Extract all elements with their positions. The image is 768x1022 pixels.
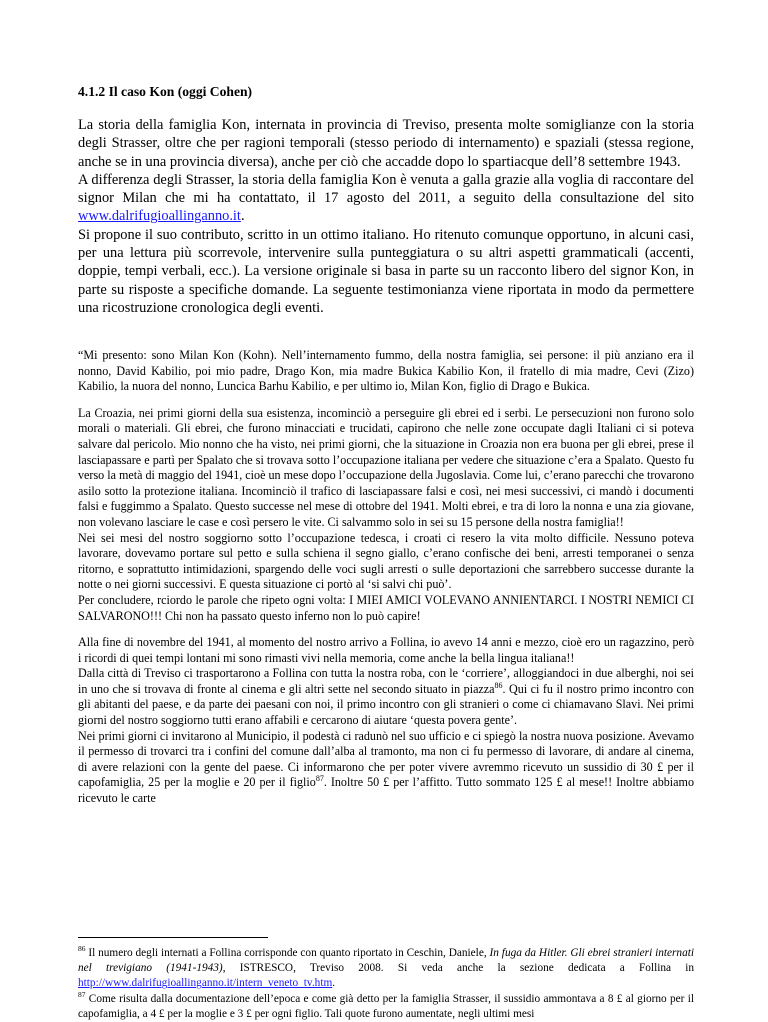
quote-paragraph-1: “Mi presento: sono Milan Kon (Kohn). Nell’internamento fummo, della nostra famiglia, sei persone: il più anziano era il nonno, David Kabilio, poi mio padre, Drago Kon, mia madre Bukica Kabilio Kon, il fratello di mia madre, Cevi (Zizo) Kabilio, la nuora del nonno, Luncica Barhu Kabilio, e per ultimo io, Milan Kon, figlio di Drago e Bukica.	[78, 348, 694, 394]
quote-paragraph-4: Per concludere, rciordo le parole che ripeto ogni volta: I MIEI AMICI VOLEVANO ANNIENTARCI. I NOSTRI NEMICI CI SALVARONO!!! Chi non ha passato questo inferno non lo può capire!	[78, 592, 694, 623]
footnote-86-text: Il numero degli internati a Follina corrisponde con quanto riportato in Ceschin, Daniele,	[85, 947, 490, 959]
quote-paragraph-5: Alla fine di novembre del 1941, al momento del nostro arrivo a Follina, io avevo 14 anni e mezzo, cioè ero un ragazzino, però i ricordi di quei tempi lontani mi sono rimasti vivi nella memoria, come anche la bella lingua italiana!!	[78, 635, 694, 665]
intro-paragraph-1: La storia della famiglia Kon, internata in provincia di Treviso, presenta molte somiglianze con la storia degli Strasser, oltre che per ragioni temporali (stesso periodo di internamento) e spaziali (stessa regione, anche se in una provincia diversa), anche per ciò che accadde dopo lo spartiacque dell’8 settembre 1943.	[78, 117, 694, 170]
footnote-ref-87[interactable]: 87	[315, 774, 324, 784]
intro-paragraph-2	[78, 171, 694, 226]
quote-paragraph-6-text: Dalla città di Treviso ci trasportarono a Follina con tutta la nostra roba, con le ‘corriere’, alloggiandoci in due alberghi, noi sei in uno che si trovava di fronte al cinema e gli altri sette nel secondo situato in piazza	[78, 666, 694, 696]
footnote-separator	[78, 937, 268, 938]
footnote-86-end: .	[332, 977, 336, 990]
quote-paragraph-7-text: Nei primi giorni ci invitarono al Municipio, il podestà ci radunò nel suo ufficio e ci spiegò la nostra nuova posizione. Avevamo il permesso di trovarci tra i confini del comune dall’alba al tramonto, ma non ci fu permesso di lavorare, di andare al cinema, di avere relazioni con la gente del paese. Ci informarono che per poter vivere avremmo ricevuto un sussidio di 30 £ per il capofamiglia, 25 per la moglie e 20 per il figlio	[78, 728, 694, 790]
intro-paragraph-2-end: .	[240, 208, 245, 225]
quote-paragraph-7-rest: . Inoltre 50 £ per l’affitto. Tutto sommato 125 £ al mese!! Inoltre abbiamo ricevuto le carte	[78, 775, 694, 806]
quote-paragraph-2: La Croazia, nei primi giorni della sua esistenza, incominciò a perseguire gli ebrei ed i serbi. Le persecuzioni non furono solo morali o materiali. Gli ebrei, che furono minacciati e trucidati, capirono che nelle zone occupate dagli Italiani ci si poteva salvare dal pericolo. Mio nonno che ha visto, nei primi giorni, che la situazione in Croazia non era buona per gli ebrei, prese il lasciapassare e partì per Spalato che si trovava sotto l’occupazione italiana per vedere che situazione c’era a Spalato. Questo fu verso la metà di maggio del 1941, cioè un mese dopo l’occupazione della Jugoslavia. Come lui, c’erano parecchi che trovarono asilo sotto la protezione italiana. Incominciò il trafico di lasciapassare falsi e così, nei mesi successivi, ci mandò i documenti falsi e fuggimmo a Spalato. Questo successe nel mese di ottobre del 1941. Molti ebrei, e tra di loro la nonna e una zia giovane, non volevano lasciare le case e così persero le vite. Ci salvammo solo in sei su 15 persone della nostra famiglia!!	[78, 405, 694, 529]
intro-text	[78, 116, 694, 317]
quote-paragraph-7	[78, 729, 694, 807]
intro-paragraph-2-text: A differenza degli Strasser, la storia della famiglia Kon è venuta a galla grazie alla voglia di raccontare del signor Milan che mi ha contattato, il 17 agosto del 2011, a seguito della consultazione del sito	[78, 171, 694, 207]
footnote-87	[78, 989, 694, 1022]
footnote-86-link[interactable]: http://www.dalrifugioallinganno.it/intern_veneto_tv.htm	[78, 977, 333, 990]
section-title: 4.1.2 Il caso Kon (oggi Cohen)	[78, 84, 253, 99]
website-link[interactable]: www.dalrifugioallinganno.it	[78, 208, 241, 225]
footnote-86-book-title: In fuga da Hitler. Gli ebrei stranieri internati nel trevigiano (1941-1943)	[78, 947, 694, 975]
quote-paragraph-3: Nei sei mesi del nostro soggiorno sotto l’occupazione tedesca, i croati ci resero la vita molto difficile. Nessuno poteva lavorare, dovevamo portare sul petto e sulla schiena il segno giallo, c’erano confische dei beni, arresti temporanei o senza ritorno, e soprattutto intimidazioni, spargendo delle voci sugli arresti o sulle deportazioni che sarrebbero successe durante la notte o nei giorni successivi. E questa situazione ci portò al ‘si salvi chi può’.	[78, 530, 694, 592]
footnote-87-text: Come risulta dalla documentazione dell’epoca e come già detto per la famiglia Strasser, il sussidio ammontava a 8 £ al giorno per il capofamiglia, a 4 £ per la moglie e 3 £ per ogni figlio. Tali quote furono aumentate, negli ultimi mesi	[78, 992, 694, 1020]
footnote-ref-86[interactable]: 86	[494, 680, 503, 690]
footnote-86-text-b: , ISTRESCO, Treviso 2008. Si veda anche la sezione dedicata a Follina in	[222, 962, 694, 975]
testimony-quote	[78, 348, 694, 807]
footnotes	[78, 946, 694, 1022]
footnote-87-number: 87	[78, 989, 86, 999]
quote-paragraph-6-rest: . Qui ci fu il nostro primo incontro con gli abitanti del paese, e da parte dei paesani con noi, il primo incontro con gli stranieri o come ci chiamavano Slavi. Nei primi giorni del nostro soggiorno tutti erano affabili e cercarono di aiutare ‘questa povera gente’.	[78, 681, 694, 728]
intro-paragraph-3: Si propone il suo contributo, scritto in un ottimo italiano. Ho ritenuto comunque opportuno, in alcuni casi, per una lettura più scorrevole, intervenire sulla punteggiatura o su altri aspetti grammaticali (accenti, doppie, tempi verbali, ecc.). La versione originale si basa in parte su un racconto libero del signor Kon, in parte su risposte a specifiche domande. La seguente testimonianza viene riportata in modo da permettere una ricostruzione cronologica degli eventi.	[78, 226, 694, 316]
footnote-86	[78, 946, 694, 992]
quote-paragraph-6	[78, 666, 694, 728]
footnote-86-number: 86	[78, 944, 86, 954]
